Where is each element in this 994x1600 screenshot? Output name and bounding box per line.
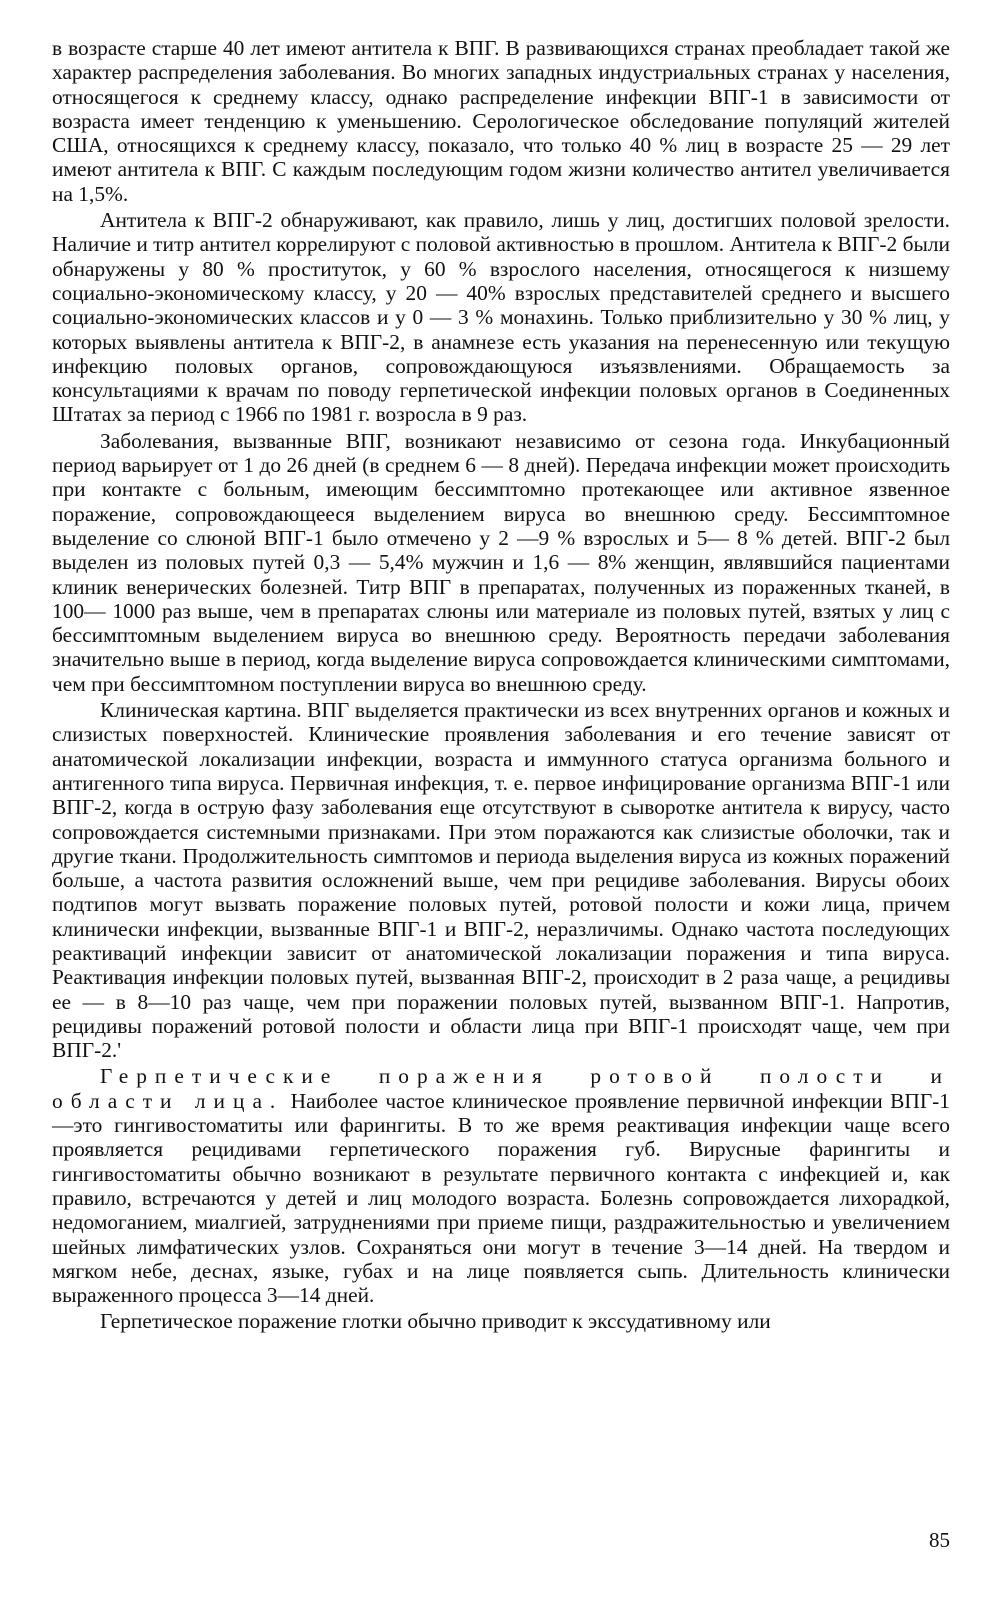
paragraph-2: Антитела к ВПГ-2 обнаруживают, как правило, лишь у лиц, достигших половой зрелости. Наличие и титр антител коррелируют с половой активностью в прошлом. Антитела к ВПГ-2 были обнаружены у 80 % проституток, у 60 % взрослого населения, относящегося к низшему социально-экономическому классу, у 20 — 40% взрослых представителей среднего и высшего социально-экономических классов и у 0 — 3 % монахинь. Только приблизительно у 30 % лиц, у которых выявлены антитела к ВПГ-2, в анамнезе есть указания на перенесенную или текущую инфекцию половых органов, сопровождающуюся изъязвлениями. Обращаемость за консультациями к врачам по поводу герпетической инфекции половых органов в Соединенных Штатах за период с 1966 по 1981 г. возросла в 9 раз. — [52, 208, 950, 427]
section-text: Наиболее частое клиническое проявление первичной инфекции ВПГ-1 —это гингивостоматиты или фарингиты. В то же время реактивация инфекции чаще всего проявляется рецидивами герпетического поражения губ. Вирусные фарингиты и гингивостоматиты обычно возникают в результате первичного контакта с инфекцией и, как правило, встречаются у детей и лиц молодого возраста. Болезнь сопровождается лихорадкой, недомоганием, миалгией, затруднениями при приеме пищи, раздражительностью и увеличением шейных лимфатических узлов. Сохраняться они могут в течение 3—14 дней. На твердом и мягком небе, деснах, языке, губах и на лице появляется сыпь. Длительность клинически выраженного процесса 3—14 дней. — [52, 1088, 951, 1308]
section-paragraph — [52, 1064, 950, 1307]
paragraph-4: Клиническая картина. ВПГ выделяется практически из всех внутренних органов и кожных и слизистых поверхностей. Клинические проявления заболевания и его течение зависят от анатомической локализации инфекции, возраста и иммунного статуса организма больного и антигенного типа вируса. Первичная инфекция, т. е. первое инфицирование организма ВПГ-1 или ВПГ-2, когда в острую фазу заболевания еще отсутствуют в сыворотке антитела к вирусу, часто сопровождается системными признаками. При этом поражаются как слизистые оболочки, так и другие ткани. Продолжительность симптомов и периода выделения вируса из кожных поражений больше, а частота развития осложнений выше, чем при рецидиве заболевания. Вирусы обоих подтипов могут вызвать поражение половых путей, ротовой полости и кожи лица, причем клинически инфекции, вызванные ВПГ-1 и ВПГ-2, неразличимы. Однако частота последующих реактиваций инфекции зависит от анатомической локализации поражения и типа вируса. Реактивация инфекции половых путей, вызванная ВПГ-2, происходит в 2 раза чаще, а рецидивы ее — в 8—10 раз чаще, чем при поражении половых путей, вызванном ВПГ-1. Напротив, рецидивы поражений ротовой полости и области лица при ВПГ-1 происходят чаще, чем при ВПГ-2.' — [52, 698, 950, 1063]
page-number: 85 — [929, 1528, 950, 1552]
page-body — [52, 36, 950, 1336]
last-paragraph: Герпетическое поражение глотки обычно приводит к экссудативному или — [100, 1309, 771, 1334]
paragraph-1: в возрасте старше 40 лет имеют антитела к ВПГ. В развивающихся странах преобладает такой же характер распределения заболевания. Во многих западных индустриальных странах у населения, относящегося к среднему классу, однако распределение инфекции ВПГ-1 в зависимости от возраста имеет тенденцию к уменьшению. Серологическое обследование популяций жителей США, относящихся к среднему классу, показало, что только 40 % лиц в возрасте 25 — 29 лет имеют антитела к ВПГ. С каждым последующим годом жизни количество антител увеличивается на 1,5%. — [52, 36, 950, 206]
section-heading: Герпетические поражения ротовой полости и области лица. — [52, 1064, 950, 1113]
paragraph-3: Заболевания, вызванные ВПГ, возникают независимо от сезона года. Инкубационный период варьирует от 1 до 26 дней (в среднем 6 — 8 дней). Передача инфекции может происходить при контакте с больным, имеющим бессимптомно протекающее или активное язвенное поражение, сопровождающееся выделением вируса во внешнюю среду. Бессимптомное выделение со слюной ВПГ-1 было отмечено у 2 —9 % взрослых и 5— 8 % детей. ВПГ-2 был выделен из половых путей 0,3 — 5,4% мужчин и 1,6 — 8% женщин, являвшийся пациентами клиник венерических болезней. Титр ВПГ в препаратах, полученных из пораженных тканей, в 100— 1000 раз выше, чем в препаратах слюны или материале из половых путей, взятых у лиц с бессимптомным выделением вируса во внешнюю среду. Вероятность передачи заболевания значительно выше в период, когда выделение вируса сопровождается клиническими симптомами, чем при бессимптомном поступлении вируса во внешнюю среду. — [52, 428, 950, 696]
